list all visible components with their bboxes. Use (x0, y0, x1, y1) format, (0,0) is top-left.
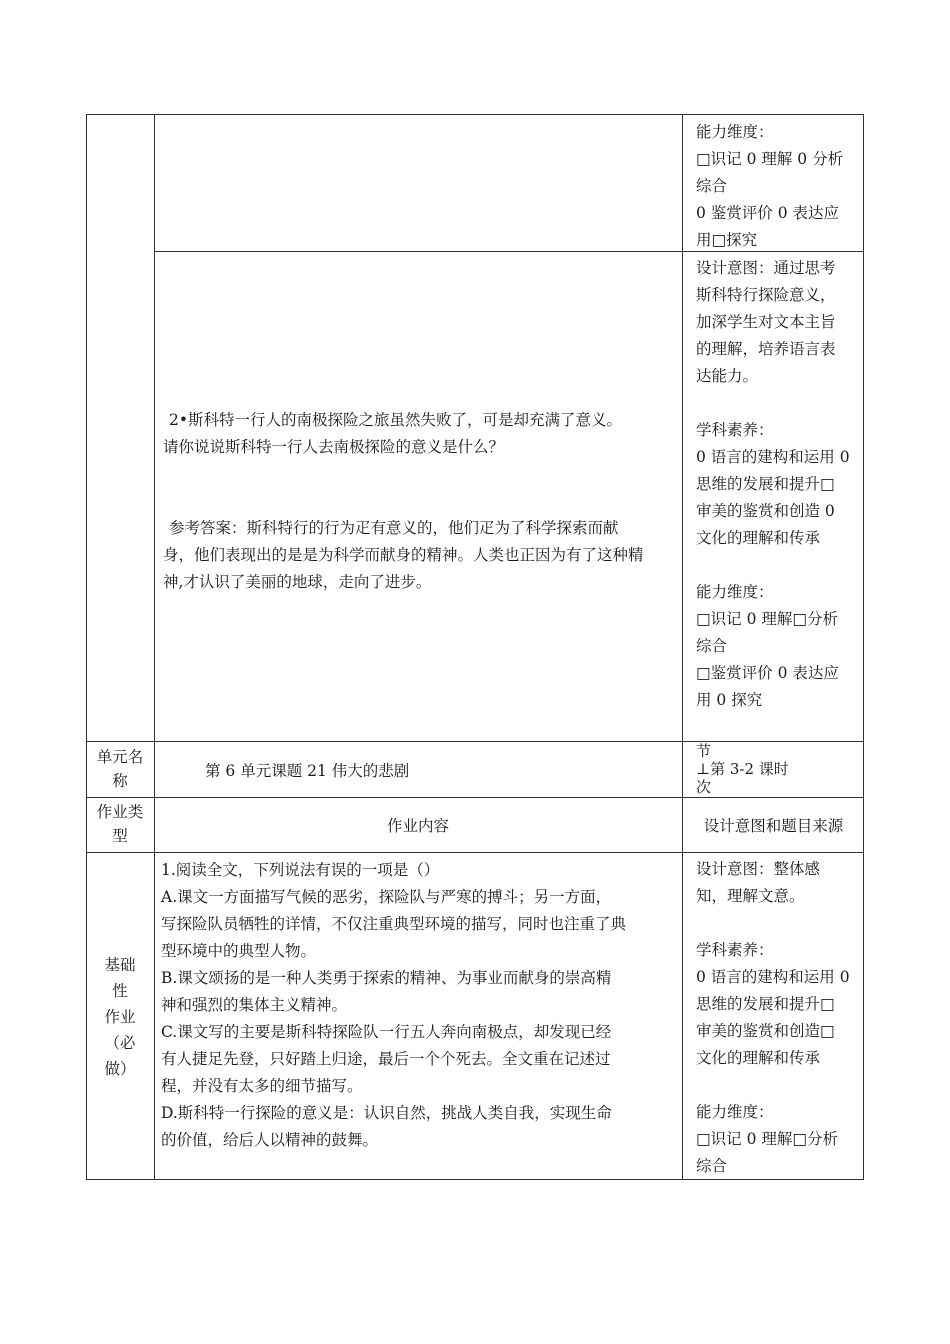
ability-line: □识记 0 理解□分析 (696, 1130, 839, 1148)
content-line: 型环境中的典型人物。 (161, 942, 317, 960)
answer-line: 参考答案：斯科特行的行为疋有意义的，他们疋为了科学探索而献 (169, 519, 619, 537)
ability-line: 综合 (696, 1157, 728, 1175)
unit-title: 第 6 单元课题 21 伟大的悲剧 (205, 762, 410, 780)
lesson-period (696, 742, 861, 796)
row-divider-3 (86, 797, 864, 798)
literacy-line: 思维的发展和提升□ (696, 995, 835, 1013)
ability-label: 能力维度： (696, 583, 774, 601)
col-divider-1 (154, 114, 155, 1180)
design-intent: 知，理解文意。 (696, 887, 805, 905)
label-line: （必 (104, 1034, 136, 1052)
content-line: 1.阅读全文，下列说法有误的一项是（） (161, 861, 440, 879)
row-divider-4 (86, 852, 864, 853)
period-line: 节 (696, 742, 712, 760)
homework-type-label (86, 800, 154, 848)
content-line: 写探险队员牺牲的详情，不仅注重典型环境的描写，同时也注重了典 (161, 915, 627, 933)
label-line: 型 (112, 827, 128, 845)
ability-line: 用 0 探究 (696, 691, 763, 709)
row1-right-cell (696, 119, 861, 254)
literacy-line: 审美的鉴赏和创造 0 (696, 502, 835, 520)
literacy-label: 学科素养： (696, 421, 774, 439)
col-divider-2 (682, 114, 683, 1180)
ability-label: 能力维度： (696, 1103, 774, 1121)
period-line: 次 (696, 778, 712, 796)
content-line: 有人捷足先登，只好踏上归途，最后一个个死去。全文重在记述过 (161, 1050, 611, 1068)
answer-line: 神,才认识了美丽的地球，走向了进步。 (163, 573, 432, 591)
question-line: 请你说说斯科特一行人去南极探险的意义是什么？ (163, 438, 505, 456)
literacy-label: 学科素养： (696, 941, 774, 959)
row5-right-cell (696, 856, 861, 1180)
basic-homework-label (86, 952, 154, 1082)
content-line: D.斯科特一行探险的意义是：认识自然，挑战人类自我，实现生命 (161, 1104, 612, 1122)
answer-line: 身，他们表现出的是是为科学而献身的精神。人类也正因为有了这种精 (163, 546, 644, 564)
ability-line: □识记 0 理解 0 分析 (696, 150, 844, 168)
design-intent: 设计意图：整体感 (696, 860, 821, 878)
literacy-line: 0 语言的建构和运用 0 (696, 968, 850, 986)
design-intent: 的理解，培养语言表 (696, 340, 836, 358)
content-line: A.课文一方面描写气候的恶劣，探险队与严寒的搏斗；另一方面， (161, 888, 612, 906)
period-line: ⊥第 3-2 课时 (696, 760, 789, 778)
row2-right-cell (696, 255, 861, 714)
ability-line: 用□探究 (696, 231, 758, 249)
design-intent: 达能力。 (696, 367, 759, 385)
unit-name-label (86, 745, 154, 793)
label-line: 基础 (104, 956, 136, 974)
content-line: 的价值，给后人以精神的鼓舞。 (161, 1131, 379, 1149)
literacy-line: 思维的发展和提升□ (696, 475, 835, 493)
ability-line: 综合 (696, 637, 728, 655)
ability-line: 综合 (696, 177, 728, 195)
content-line: C.课文写的主要是斯科特探险队一行五人奔向南极点，却发现已经 (161, 1023, 612, 1041)
label-line: 性 (112, 982, 128, 1000)
homework-content-header: 作业内容 (386, 817, 449, 835)
reference-answer (163, 515, 678, 596)
ability-label: 能力维度： (696, 123, 774, 141)
design-intent: 设计意图：通过思考 (696, 259, 836, 277)
question-2 (163, 407, 678, 461)
literacy-line: 审美的鉴赏和创造□ (696, 1022, 835, 1040)
label-line: 称 (112, 772, 128, 790)
design-source-header: 设计意图和题目来源 (703, 817, 844, 835)
design-intent: 加深学生对文本主旨 (696, 313, 836, 331)
literacy-line: 文化的理解和传承 (696, 1049, 821, 1067)
ability-line: □鉴赏评价 0 表达应 (696, 664, 839, 682)
content-line: 神和强烈的集体主义精神。 (161, 996, 348, 1014)
label-line: 作业类 (96, 803, 144, 821)
content-line: B.课文颂扬的是一种人类勇于探索的精神、为事业而献身的崇高精 (161, 969, 612, 987)
label-line: 做） (104, 1060, 136, 1078)
ability-line: 0 鉴赏评价 0 表达应 (696, 204, 840, 222)
content-line: 程，并没有太多的细节描写。 (161, 1077, 363, 1095)
ability-line: □识记 0 理解□分析 (696, 610, 839, 628)
label-line: 单元名 (96, 748, 144, 766)
question-line: 2•斯科特一行人的南极探险之旅虽然失败了，可是却充满了意义。 (169, 411, 623, 429)
design-intent: 斯科特行探险意义， (696, 286, 836, 304)
literacy-line: 文化的理解和传承 (696, 529, 821, 547)
label-line: 作业 (104, 1008, 136, 1026)
literacy-line: 0 语言的建构和运用 0 (696, 448, 850, 466)
question-1 (161, 857, 679, 1154)
